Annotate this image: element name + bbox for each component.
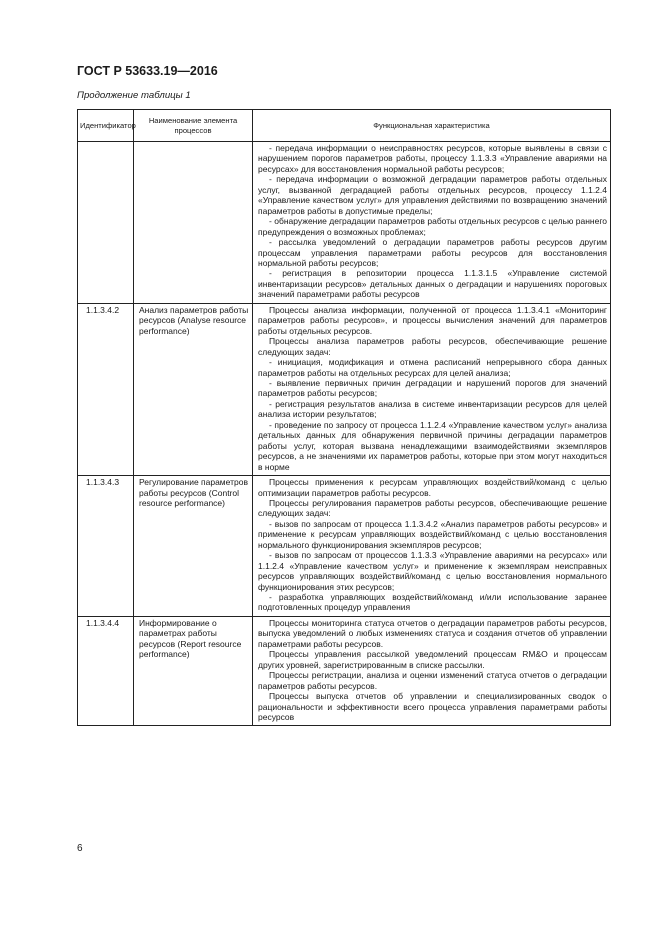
description-paragraph: - вызов по запросам от процесса 1.1.3.4.2 «Анализ параметров работы ресурсов» и применение к ресурсам управляющих воздействий/команд с целью восстановления нормального функционирования экземпляров ресурсов;: [258, 518, 607, 550]
column-header-identifier: Идентификатор: [78, 110, 134, 142]
description-paragraph: - регистрация результатов анализа в системе инвентаризации ресурсов для целей анализа истории результатов;: [258, 398, 607, 420]
table-caption: Продолжение таблицы 1: [77, 90, 191, 101]
description-paragraph: - регистрация в репозитории процесса 1.1.3.1.5 «Управление системой инвентаризации ресурсов» детальных данных о деградации и нарушениях пороговых значений параметрами работы ресурсов: [258, 268, 607, 300]
row-element-name: Информирование о параметрах работы ресурсов (Report resource performance): [134, 616, 253, 726]
description-paragraph: - разработка управляющих воздействий/команд и/или использование заранее подготовленных процедур управления: [258, 592, 607, 613]
row-element-name: Регулирование параметров работы ресурсов (Control resource performance): [134, 476, 253, 617]
row-identifier: 1.1.3.4.4: [78, 616, 134, 726]
row-element-name: Анализ параметров работы ресурсов (Analyse resource performance): [134, 303, 253, 475]
description-paragraph: - передача информации о неисправностях ресурсов, которые выявлены в связи с нарушением порогов параметров работы, процессу 1.1.3.3 «Управление авариями на ресурсах» для восстановления нормальной работы ресурсов;: [258, 143, 607, 174]
description-paragraph: - выявление первичных причин деградации и нарушений порогов для значений параметров работы ресурсов;: [258, 377, 607, 399]
description-paragraph: - рассылка уведомлений о деградации параметров работы ресурсов другим процессам управления параметрами работы ресурсов для восстановления нормальной работы ресурсов;: [258, 237, 607, 268]
description-paragraph: - проведение по запросу от процесса 1.1.2.4 «Управление качеством услуг» анализа детальных данных для обнаружения первичной причины деградации параметров работы услуг, которая вызвана ненадлежащими взаимодействиями экземпляров ресурсов, а не значениями их параметров работы, которые при этом могут находиться в норме: [258, 419, 607, 472]
table-row: [78, 476, 611, 617]
description-paragraph: Процессы анализа параметров работы ресурсов, обеспечивающие решение следующих задач:: [258, 336, 607, 357]
description-paragraph: Процессы мониторинга статуса отчетов о деградации параметров работы ресурсов, выпуска уведомлений о любых изменениях статуса и создания отчетов об управлении параметрами работы ресурсов.: [258, 617, 607, 649]
row-description: [253, 142, 611, 304]
row-identifier: 1.1.3.4.2: [78, 303, 134, 475]
description-paragraph: - инициация, модификация и отмена расписаний непрерывного сбора данных параметров работы на отдельных ресурсах для целей анализа;: [258, 357, 607, 378]
page-number: 6: [77, 843, 83, 854]
description-paragraph: - вызов по запросам от процессов 1.1.3.3 «Управление авариями на ресурсах» или 1.1.2.4 «Управление качеством услуг» и применение к экземплярам неисправных ресурсов управляющих воздействий/команд с целью восстановления нормального функционирования этих ресурсов;: [258, 550, 607, 592]
row-element-name: [134, 142, 253, 304]
row-description: [253, 476, 611, 617]
table-header-row: [78, 110, 611, 142]
description-paragraph: - обнаружение деградации параметров работы отдельных ресурсов с целью раннего предупреждения о возможных проблемах;: [258, 216, 607, 237]
document-code: ГОСТ Р 53633.19—2016: [77, 64, 218, 78]
table-row: [78, 303, 611, 475]
description-paragraph: Процессы управления рассылкой уведомлений процессам RM&O и процессам других уровней, зарегистрированным в списке рассылки.: [258, 649, 607, 670]
column-header-functional-description: Функциональная характеристика: [253, 110, 611, 142]
description-paragraph: - передача информации о возможной деградации параметров работы отдельных услуг, вызванной деградацией работы отдельных ресурсов, процессу 1.1.2.4 «Управление качеством услуг» для управления действиями по возвращению значений параметров работы в допустимые пределы;: [258, 174, 607, 216]
row-description: [253, 303, 611, 475]
description-paragraph: Процессы регулирования параметров работы ресурсов, обеспечивающие решение следующих задач:: [258, 497, 607, 519]
description-paragraph: Процессы анализа информации, полученной от процесса 1.1.3.4.1 «Мониторинг параметров работы ресурсов», и процессы вычисления значений для параметров работы отдельных ресурсов.: [258, 304, 607, 336]
description-paragraph: Процессы применения к ресурсам управляющих воздействий/команд с целью оптимизации параметров работы ресурсов.: [258, 477, 607, 498]
table-row: [78, 616, 611, 726]
description-paragraph: Процессы регистрации, анализа и оценки изменений статуса отчетов о деградации параметров работы ресурсов.: [258, 670, 607, 691]
column-header-element-name: Наименование элемента процессов: [134, 110, 253, 142]
process-table: [77, 109, 611, 726]
row-identifier: [78, 142, 134, 304]
row-identifier: 1.1.3.4.3: [78, 476, 134, 617]
description-paragraph: Процессы выпуска отчетов об управлении и специализированных сводок о рациональности и эффективности всего процесса управления параметрами работы ресурсов: [258, 691, 607, 723]
row-description: [253, 616, 611, 726]
table-row: [78, 142, 611, 304]
